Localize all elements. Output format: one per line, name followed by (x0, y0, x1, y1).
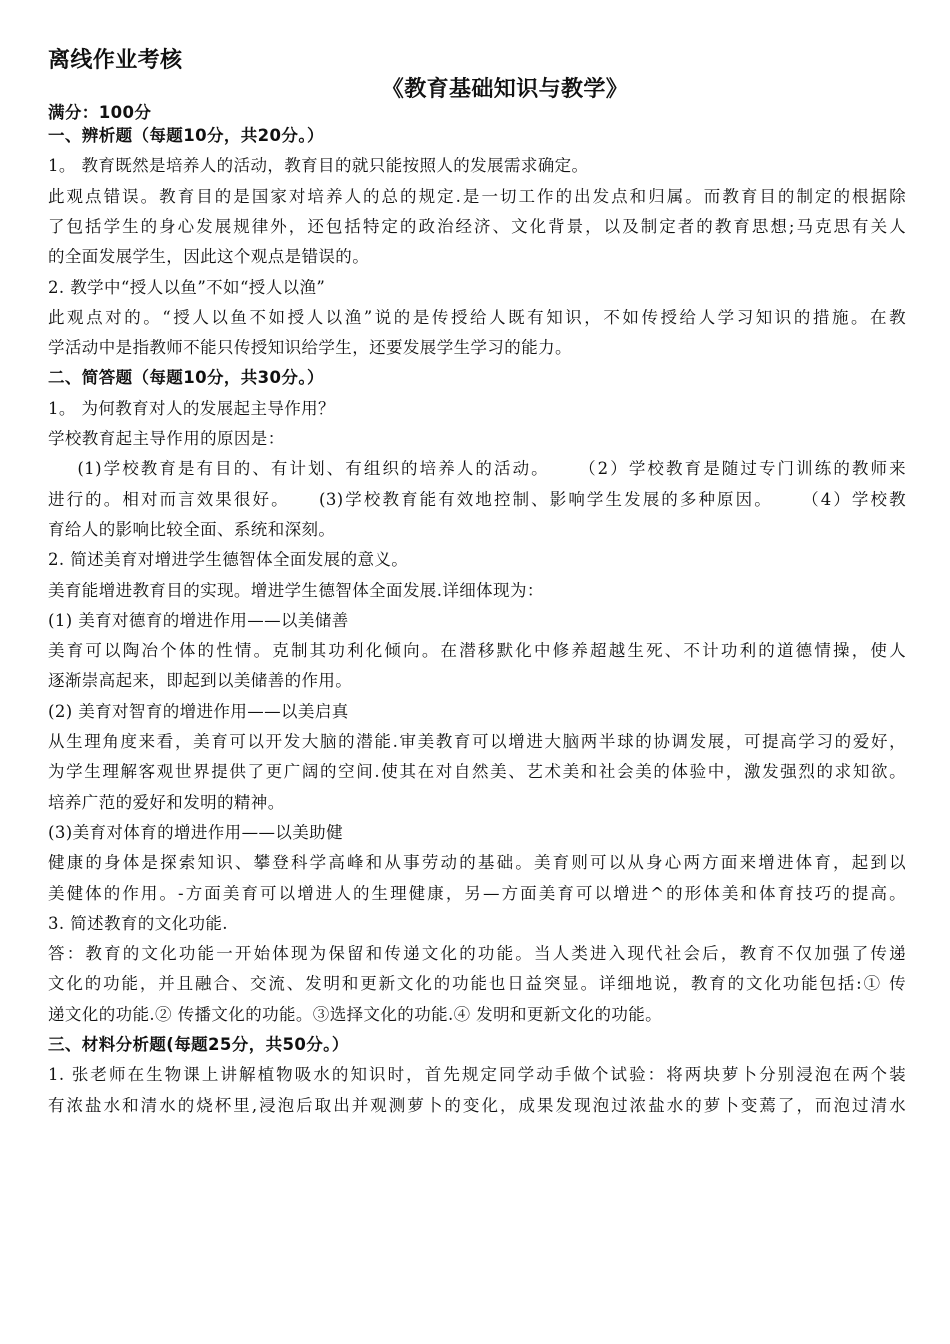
text-line: 育给人的影响比较全面、系统和深刻。 (48, 519, 336, 539)
text-line: 文化的功能，并且融合、交流、发明和更新文化的功能也日益突显。详细地说，教育的文化功能包括:① 传 (48, 974, 906, 994)
text-line: 递文化的功能.② 传播文化的功能。③选择文化的功能.④ 发明和更新文化的功能。 (48, 1004, 663, 1024)
text-line: 从生理角度来看，美育可以开发大脑的潜能.审美教育可以增进大脑两半球的协调发展，可提高学习的爱好， (48, 732, 906, 751)
text-line: (1)学校教育是有目的、有计划、有组织的培养人的活动。 （2）学校教育是随过专门训练的教师来 (48, 459, 906, 479)
text-line: 美健体的作用。-方面美育可以增进人的生理健康，另—方面美育可以增进^的形体美和体育技巧的提高。 (48, 883, 906, 903)
text-line: 学校教育起主导作用的原因是： (48, 429, 285, 448)
text-line: 培养广范的爱好和发明的精神。 (48, 792, 285, 812)
text-line: 逐渐崇高起来，即起到以美储善的作用。 (48, 671, 353, 691)
text-line: (1) 美育对德育的增进作用——以美储善 (48, 610, 349, 630)
text-line: 了包括学生的身心发展规律外，还包括特定的政治经济、文化背景，以及制定者的教育思想;马克思有关人 (48, 216, 906, 236)
text-line: 美育可以陶冶个体的性情。克制其功利化倾向。在潜移默化中修养超越生死、不计功利的道德情操，使人 (48, 641, 906, 661)
text-line: (3)美育对体育的增进作用——以美助健 (48, 822, 343, 842)
text-line: 3. 简述教育的文化功能. (48, 913, 228, 933)
section-heading: 三、材料分析题(每题25分，共50分。） (48, 1035, 349, 1054)
text-line: 的全面发展学生，因此这个观点是错误的。 (48, 247, 370, 267)
text-line: 进行的。相对而言效果很好。 (3)学校教育能有效地控制、影响学生发展的多种原因。 （4）学校教 (48, 489, 906, 509)
total-score: 满分：100分 (48, 103, 152, 122)
text-line: 此观点错误。教育目的是国家对培养人的总的规定.是一切工作的出发点和归属。而教育目的制定的根据除 (48, 186, 906, 206)
text-line: (2) 美育对智育的增进作用——以美启真 (48, 701, 349, 721)
text-line: 此观点对的。“授人以鱼不如授人以渔”说的是传授给人既有知识，不如传授给人学习知识的措施。在教 (48, 307, 906, 327)
document-title: 《教育基础知识与教学》 (381, 76, 629, 102)
text-line: 答：教育的文化功能一开始体现为保留和传递文化的功能。当人类进入现代社会后，教育不仅加强了传递 (48, 944, 906, 964)
text-line: 美育能增进教育目的实现。增进学生德智体全面发展.详细体现为： (48, 580, 544, 600)
document-header: 离线作业考核 (48, 48, 183, 73)
text-line: 2. 教学中“授人以鱼”不如“授人以渔” (48, 277, 326, 297)
text-line: 1。 教育既然是培养人的活动，教育目的就只能按照人的发展需求确定。 (48, 156, 589, 176)
text-line: 2. 简述美育对增进学生德智体全面发展的意义。 (48, 550, 409, 570)
text-line: 1。 为何教育对人的发展起主导作用？ (48, 398, 335, 418)
text-line: 健康的身体是探索知识、攀登科学高峰和从事劳动的基础。美育则可以从身心两方面来增进体育，起到以 (48, 853, 906, 873)
text-line: 1. 张老师在生物课上讲解植物吸水的知识时，首先规定同学动手做个试验：将两块萝卜分别浸泡在两个装 (48, 1065, 906, 1085)
section-heading: 一、辨析题（每题10分，共20分。） (48, 126, 324, 145)
text-line: 学活动中是指教师不能只传授知识给学生，还要发展学生学习的能力。 (48, 338, 572, 358)
text-line: 有浓盐水和清水的烧杯里,浸泡后取出并观测萝卜的变化，成果发现泡过浓盐水的萝卜变蔫了，而泡过清水 (48, 1095, 906, 1115)
text-line: 为学生理解客观世界提供了更广阔的空间.使其在对自然美、艺术美和社会美的体验中，激发强烈的求知欲。 (48, 762, 906, 782)
section-heading: 二、简答题（每题10分，共30分。） (48, 368, 324, 388)
